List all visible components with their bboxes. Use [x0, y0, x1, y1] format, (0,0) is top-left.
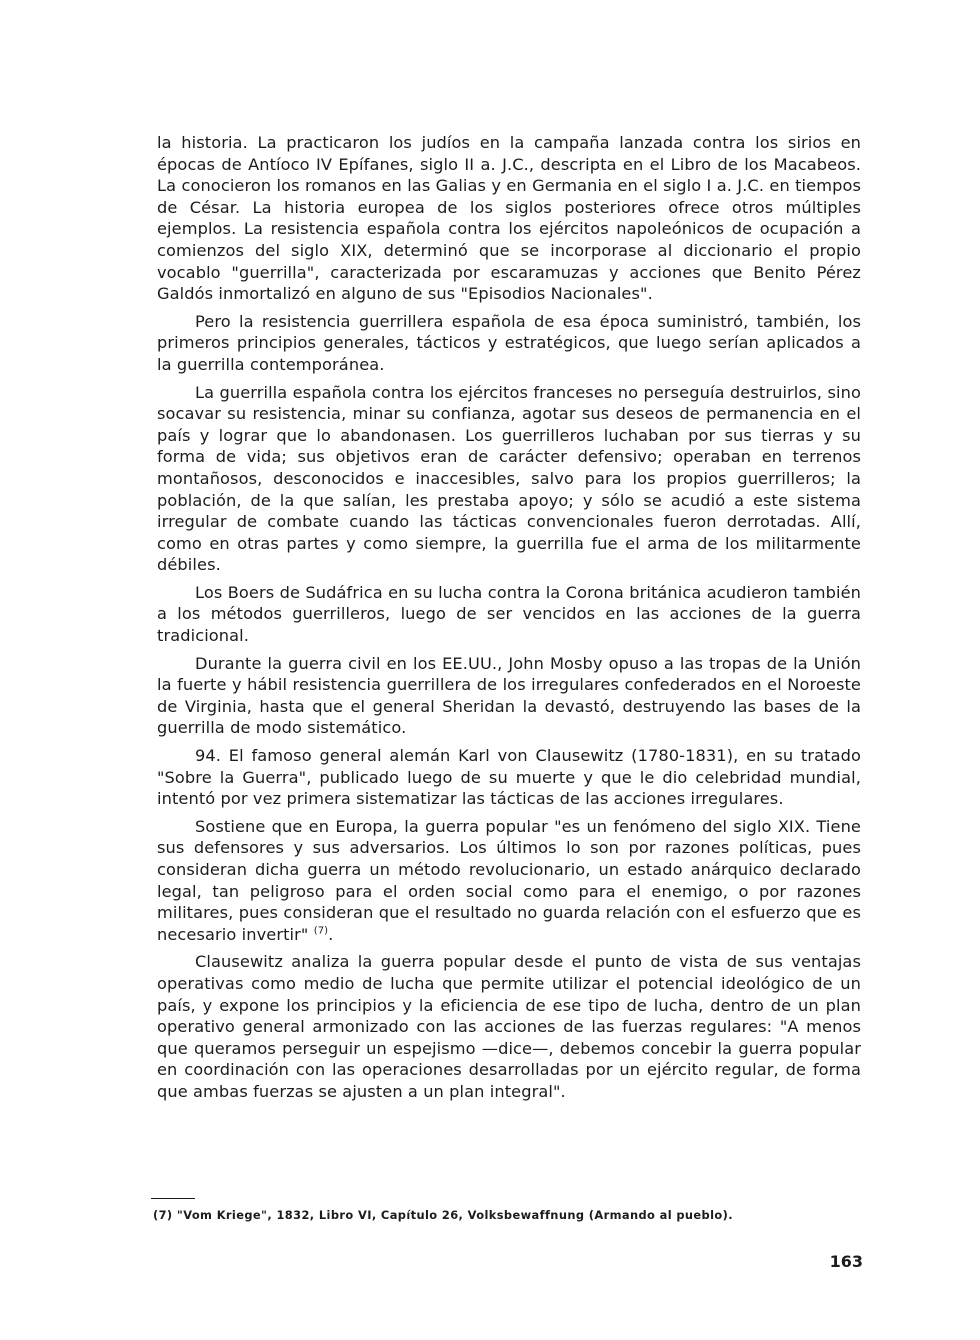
page-number: 163 — [829, 1252, 863, 1271]
footnote-7: (7) "Vom Kriege", 1832, Libro VI, Capítulo 26, Volksbewaffnung (Armando al pueblo). — [153, 1208, 733, 1222]
paragraph-6-section-94: 94. El famoso general alemán Karl von Clausewitz (1780-1831), en su tratado "Sobre la Guerra", publicado luego de su muerte y que le dio celebridad mundial, intentó por vez primera sistematizar las tácticas de las acciones irregulares. — [157, 746, 861, 809]
paragraph-3: La guerrilla española contra los ejércitos franceses no perseguía destruirlos, sino socavar su resistencia, minar su confianza, agotar sus deseos de permanencia en el país y lograr que lo abandonasen. Los guerrilleros luchaban por sus tierras y su forma de vida; sus objetivos eran de carácter defensivo; operaban en terrenos montañosos, desconocidos e inaccesibles, salvo para los propios guerrilleros; la población, de la que salían, les prestaba apoyo; y sólo se acudió a este sistema irregular de combate cuando las tácticas convencionales fueron derrotadas. Allí, como en otras partes y como siempre, la guerrilla fue el arma de los militarmente débiles. — [157, 382, 861, 575]
footnote-reference[interactable]: (7) — [313, 925, 329, 937]
paragraph-7 — [157, 816, 861, 946]
paragraph-1: la historia. La practicaron los judíos en la campaña lanzada contra los sirios en épocas de Antíoco IV Epífanes, siglo II a. J.C., descripta en el Libro de los Macabeos. La conocieron los romanos en las Galias y en Germania en el siglo I a. J.C. en tiempos de César. La historia europea de los siglos posteriores ofrece otros múltiples ejemplos. La resistencia española contra los ejércitos napoleónicos de ocupación a comienzos del siglo XIX, determinó que se incorporase al diccionario el propio vocablo "guerrilla", caracterizada por escaramuzas y acciones que Benito Pérez Galdós inmortalizó en alguno de sus "Episodios Nacionales". — [157, 133, 861, 304]
paragraph-7-text: Sostiene que en Europa, la guerra popular "es un fenómeno del siglo XIX. Tiene sus defensores y sus adversarios. Los últimos lo son por razones políticas, pues consideran dicha guerra un método revolucionario, un estado anárquico declarado legal, tan peligroso para el orden social como para el enemigo, o por razones militares, pues consideran que el resultado no guarda relación con el esfuerzo que es necesario invertir" — [157, 816, 861, 944]
paragraph-5: Durante la guerra civil en los EE.UU., John Mosby opuso a las tropas de la Unión la fuerte y hábil resistencia guerrillera de los irregulares confederados en el Noroeste de Virginia, hasta que el general Sheridan la devastó, destruyendo las bases de la guerrilla de modo sistemático. — [157, 653, 861, 738]
main-text — [157, 132, 861, 1109]
footnote-divider — [151, 1198, 195, 1199]
paragraph-8: Clausewitz analiza la guerra popular desde el punto de vista de sus ventajas operativas como medio de lucha que permite utilizar el potencial ideológico de un país, y expone los principios y la eficiencia de ese tipo de lucha, dentro de un plan operativo general armonizado con las acciones de las fuerzas regulares: "A menos que queramos perseguir un espejismo —dice—, debemos concebir la guerra popular en coordinación con las operaciones desarrolladas por un ejército regular, de forma que ambas fuerzas se ajusten a un plan integral". — [157, 952, 861, 1101]
paragraph-4: Los Boers de Sudáfrica en su lucha contra la Corona británica acudieron también a los métodos guerrilleros, luego de ser vencidos en las acciones de la guerra tradicional. — [157, 582, 861, 646]
paragraph-2: Pero la resistencia guerrillera española de esa época suministró, también, los primeros principios generales, tácticos y estratégicos, que luego serían aplicados a la guerrilla contemporánea. — [157, 311, 861, 374]
paragraph-7-end: . — [328, 924, 334, 944]
